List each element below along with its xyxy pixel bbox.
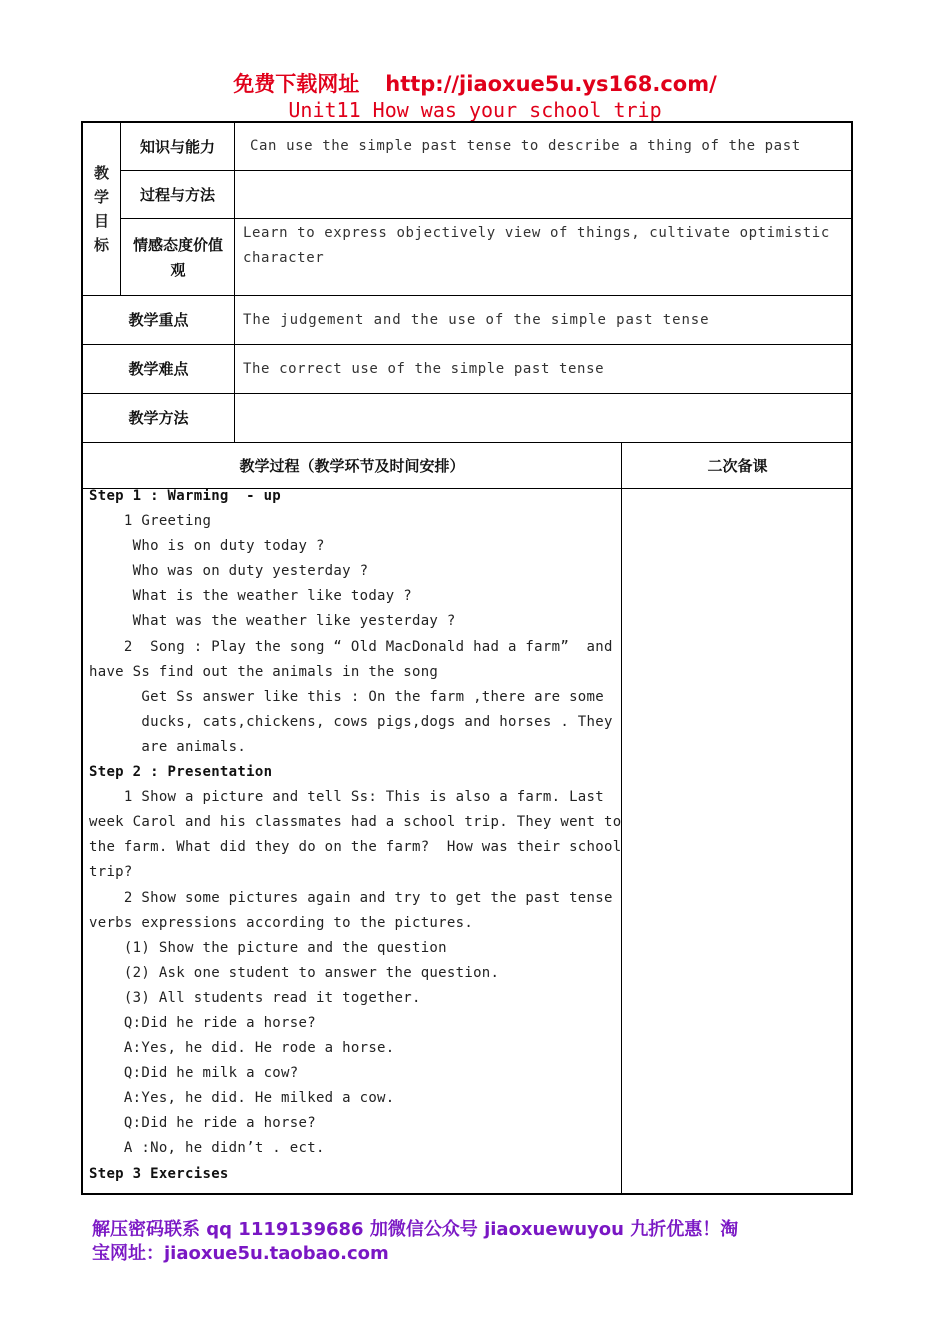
process-line: Q:Did he milk a cow?	[89, 1065, 299, 1082]
process-line: A:Yes, he did. He milked a cow.	[89, 1090, 395, 1107]
footer-line-2: 宝网址：jiaoxue5u.taobao.com	[92, 1243, 389, 1264]
process-line: verbs expressions according to the pictures.	[89, 914, 474, 931]
footer-line-1: 解压密码联系 qq 1119139686 加微信公众号 jiaoxuewuyou 九折优惠！淘	[92, 1219, 739, 1240]
process-line: What was the weather like yesterday ?	[89, 613, 456, 630]
process-line: (2) Ask one student to answer the question.	[89, 964, 500, 981]
header-download-line	[0, 68, 950, 98]
method-label: 教学方法	[128, 408, 189, 427]
process-line: 2 Song : Play the song “ Old MacDonald had a farm” and	[89, 638, 613, 655]
process-header: 教学过程（教学环节及时间安排）	[239, 457, 465, 475]
process-line: week Carol and his classmates had a school trip. They went to	[89, 814, 622, 831]
knowledge-label: 知识与能力	[139, 137, 215, 156]
attitude-text: Learn to express objectively view of things, cultivate optimistic character	[243, 225, 830, 266]
second-prep-header: 二次备课	[707, 457, 768, 475]
key-point-label: 教学重点	[128, 310, 189, 329]
process-line: Who is on duty today ?	[89, 538, 325, 555]
process-line: trip?	[89, 864, 133, 881]
process-method-label: 过程与方法	[139, 185, 215, 204]
process-line: A:Yes, he did. He rode a horse.	[89, 1040, 395, 1057]
process-line: 1 Greeting	[89, 513, 212, 530]
process-content	[89, 484, 622, 1187]
step-heading: Step 3 Exercises	[89, 1165, 229, 1182]
process-line: Who was on duty yesterday ?	[89, 563, 369, 580]
process-line: (1) Show the picture and the question	[89, 939, 447, 956]
process-line: What is the weather like today ?	[89, 588, 412, 605]
step-heading: Step 2 : Presentation	[89, 764, 273, 781]
page-title: Unit11 How was your school trip	[288, 98, 662, 122]
process-line: A :No, he didn’t . ect.	[89, 1140, 325, 1157]
process-line: (3) All students read it together.	[89, 989, 421, 1006]
attitude-label: 情感态度价值观	[132, 236, 223, 279]
process-line: Q:Did he ride a horse?	[89, 1115, 316, 1132]
process-line: Get Ss answer like this : On the farm ,there are some	[89, 688, 604, 705]
process-line: 2 Show some pictures again and try to get the past tense	[89, 889, 613, 906]
footer-contact	[92, 1218, 832, 1266]
process-line: are animals.	[89, 738, 247, 755]
process-line: the farm. What did they do on the farm? How was their school	[89, 839, 622, 856]
free-download-label: 免费下载网址	[233, 72, 360, 96]
process-line: 1 Show a picture and tell Ss: This is also a farm. Last	[89, 789, 604, 806]
step-heading: Step 1 : Warming - up	[89, 488, 282, 504]
objectives-side-label: 教 学 目 标	[93, 164, 109, 254]
difficult-point-text: The correct use of the simple past tense	[243, 361, 605, 377]
process-line: ducks, cats,chickens, cows pigs,dogs and horses . They	[89, 713, 613, 730]
knowledge-text: Can use the simple past tense to describe a thing of the past	[250, 138, 801, 154]
key-point-text: The judgement and the use of the simple past tense	[243, 312, 710, 328]
process-line: Q:Did he ride a horse?	[89, 1014, 316, 1031]
process-line: have Ss find out the animals in the song	[89, 663, 439, 680]
download-url-link[interactable]: http://jiaoxue5u.ys168.com/	[385, 72, 717, 96]
difficult-point-label: 教学难点	[128, 359, 189, 378]
